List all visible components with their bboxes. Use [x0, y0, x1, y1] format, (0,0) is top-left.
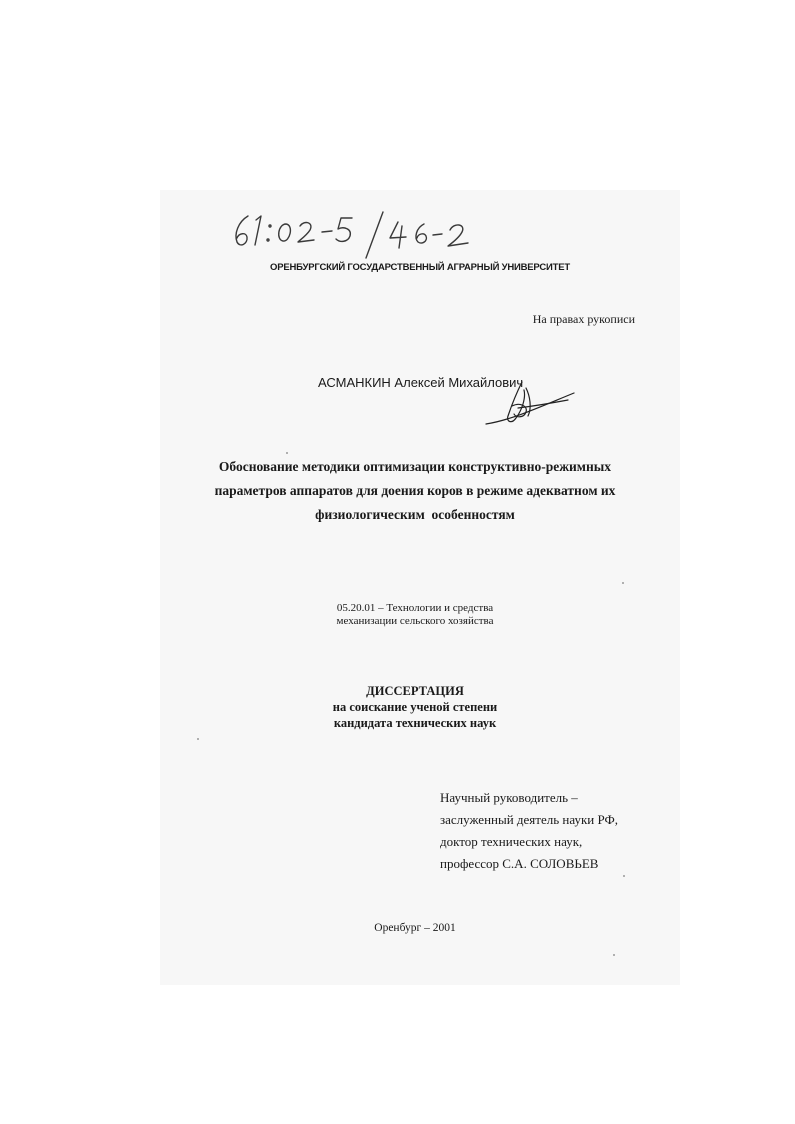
handwritten-archive-code: [228, 208, 488, 263]
degree-line: на соискание ученой степени: [332, 700, 498, 714]
degree-statement: [260, 683, 570, 731]
supervisor-block: [440, 787, 618, 875]
scan-speck: [613, 954, 615, 956]
scan-speck: [286, 452, 288, 454]
university-name: ОРЕНБУРГСКИЙ ГОСУДАРСТВЕННЫЙ АГРАРНЫЙ УНИВЕРСИТЕТ: [270, 262, 570, 273]
title-line: Обоснование методики оптимизации конструктивно-режимных: [218, 459, 612, 474]
supervisor-line: доктор технических наук,: [440, 834, 583, 849]
rights-note: На правах рукописи: [532, 312, 635, 326]
specialty-line: 05.20.01 – Технологии и средства: [336, 602, 494, 614]
scan-speck: [622, 582, 624, 584]
degree-heading: ДИССЕРТАЦИЯ: [366, 684, 464, 698]
supervisor-line: профессор С.А. СОЛОВЬЕВ: [440, 856, 599, 871]
scan-speck: [197, 738, 199, 740]
city-year: Оренбург – 2001: [374, 922, 456, 934]
title-line: физиологическим особенностям: [315, 507, 515, 522]
dissertation-title: [195, 455, 635, 527]
supervisor-line: Научный руководитель –: [440, 790, 578, 805]
title-line: параметров аппаратов для доения коров в режиме адекватном их: [214, 483, 616, 498]
degree-line: кандидата технических наук: [333, 716, 497, 730]
author-name: АСМАНКИН Алексей Михайлович: [318, 375, 524, 390]
supervisor-line: заслуженный деятель науки РФ,: [440, 812, 619, 827]
specialty-code: [260, 602, 570, 628]
scan-speck: [623, 875, 625, 877]
specialty-line: механизации сельского хозяйства: [336, 615, 494, 627]
author-signature: [482, 376, 582, 432]
